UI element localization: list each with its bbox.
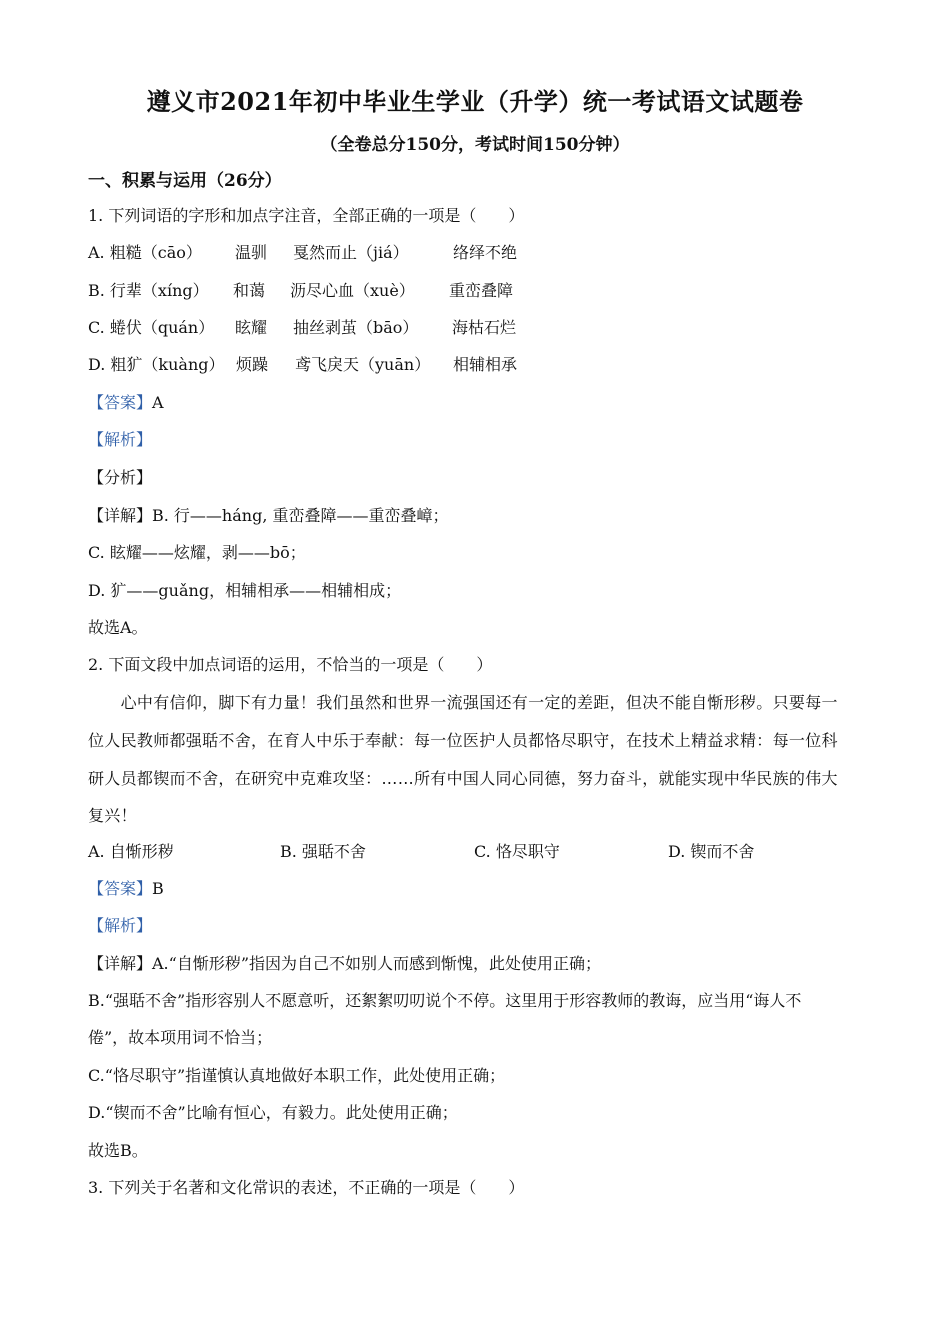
option-d-word-3: 鸢飞戾天（yuān）: [295, 355, 431, 374]
question-2-options: [88, 841, 808, 863]
option-a-word-4: 络绎不绝: [453, 243, 518, 262]
document-title: 遵义市2021年初中毕业生学业（升学）统一考试语文试题卷: [146, 87, 804, 116]
option-a-word-3: 戛然而止（jiá）: [293, 243, 409, 262]
question-1-answer: [88, 392, 164, 414]
question-2-analysis-label: 【解析】: [88, 916, 153, 935]
question-2-detail-line: 【详解】A.“自惭形秽”指因为自己不如别人而感到惭愧，此处使用正确；: [88, 954, 602, 973]
question-2-passage-line: 复兴！: [88, 806, 137, 825]
question-1-option-b: [88, 280, 688, 302]
answer-label: 【答案】: [88, 393, 153, 412]
question-1-conclusion: 故选A。: [88, 618, 148, 637]
question-1-detail-line: D. 犷——guǎng，相辅相承——相辅相成；: [88, 581, 402, 600]
question-2-option-b: B. 强聒不舍: [280, 842, 366, 861]
option-d-word-1: D. 粗犷（kuàng）: [88, 355, 225, 374]
question-2-conclusion: 故选B。: [88, 1141, 148, 1160]
question-2-passage-line: 位人民教师都强聒不舍，在育人中乐于奉献：每一位医护人员都恪尽职守，在技术上精益求精：每一位科: [88, 731, 838, 750]
option-b-word-3: 沥尽心血（xuè）: [290, 281, 415, 300]
question-2-detail-line: C.“恪尽职守”指谨慎认真地做好本职工作，此处使用正确；: [88, 1066, 506, 1085]
option-a-word-1: A. 粗糙（cāo）: [88, 243, 202, 262]
question-1-option-c: [88, 317, 688, 339]
question-2-stem: 2. 下面文段中加点词语的运用，不恰当的一项是（ ）: [88, 655, 493, 674]
option-b-word-4: 重峦叠障: [449, 281, 514, 300]
answer-value: A: [152, 393, 164, 412]
question-2-detail-line: 倦”，故本项用词不恰当；: [88, 1028, 273, 1047]
option-b-word-2: 和蔼: [233, 281, 266, 300]
section-heading: 一、积累与运用（26分）: [88, 171, 282, 191]
option-c-word-2: 眩耀: [235, 318, 268, 337]
question-1-fenxi-label: 【分析】: [88, 468, 153, 487]
answer-value: B: [152, 879, 164, 898]
option-c-word-3: 抽丝剥茧（bāo）: [293, 318, 419, 337]
option-a-word-2: 温驯: [235, 243, 268, 262]
answer-label: 【答案】: [88, 879, 153, 898]
option-d-word-4: 相辅相承: [453, 355, 518, 374]
question-1-option-a: [88, 242, 688, 264]
question-1-analysis-label: 【解析】: [88, 430, 153, 449]
question-3-stem: 3. 下列关于名著和文化常识的表述，不正确的一项是（ ）: [88, 1178, 525, 1197]
question-2-option-c: C. 恪尽职守: [474, 842, 560, 861]
question-1-detail-line: 【详解】B. 行——háng, 重峦叠障——重峦叠嶂；: [88, 506, 449, 525]
option-b-word-1: B. 行辈（xíng）: [88, 281, 209, 300]
question-2-answer: [88, 878, 164, 900]
question-1-stem: 1. 下列词语的字形和加点字注音，全部正确的一项是（ ）: [88, 206, 525, 225]
option-d-word-2: 烦躁: [236, 355, 269, 374]
question-2-passage-line: 心中有信仰，脚下有力量！我们虽然和世界一流强国还有一定的差距，但决不能自惭形秽。只要每一: [88, 693, 838, 712]
question-2-detail-line: B.“强聒不舍”指形容别人不愿意听，还絮絮叨叨说个不停。这里用于形容教师的教诲，应当用“诲人不: [88, 991, 802, 1010]
question-1-option-d: [88, 354, 688, 376]
question-2-option-a: A. 自惭形秽: [88, 842, 174, 861]
document-subtitle: （全卷总分150分，考试时间150分钟）: [320, 135, 630, 155]
question-2-option-d: D. 锲而不舍: [668, 842, 755, 861]
option-c-word-1: C. 蜷伏（quán）: [88, 318, 215, 337]
question-1-detail-line: C. 眩耀——炫耀，剥——bō；: [88, 543, 306, 562]
question-2-passage-line: 研人员都锲而不舍，在研究中克难攻坚：……所有中国人同心同德，努力奋斗，就能实现中华民族的伟大: [88, 769, 838, 788]
option-c-word-4: 海枯石烂: [452, 318, 517, 337]
question-2-detail-line: D.“锲而不舍”比喻有恒心，有毅力。此处使用正确；: [88, 1103, 458, 1122]
